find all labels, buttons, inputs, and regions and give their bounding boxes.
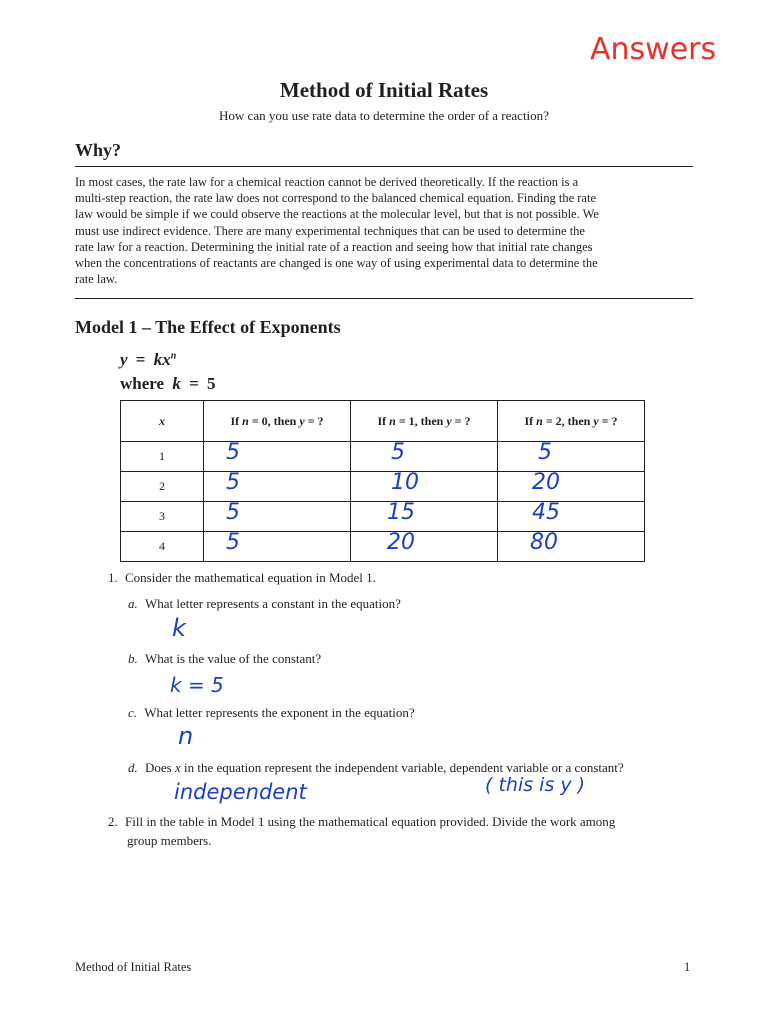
x-cell: 3 [121, 502, 204, 532]
eq-n: n [170, 350, 177, 362]
x-cell: 2 [121, 472, 204, 502]
eq-y: y [120, 350, 128, 369]
sub-text: Does [145, 760, 172, 775]
handwritten-answer: 5 [226, 470, 240, 495]
eq-k: k [153, 350, 163, 369]
sub-label: b. [128, 651, 138, 666]
sub-text: What letter represents the exponent in the equation? [144, 705, 415, 720]
why-line: law would be simple if we could observe the reactions at the molecular level, but that is not possible. We [75, 207, 599, 222]
answers-stamp: Answers [590, 32, 717, 67]
handwritten-answer: 10 [391, 470, 419, 495]
why-line: rate law. [75, 272, 118, 287]
x-cell: 4 [121, 532, 204, 562]
handwritten-answer: 20 [387, 530, 415, 555]
model-table [120, 400, 645, 562]
header-x: x [121, 401, 204, 442]
why-line: rate law for a reaction. Determining the initial rate of a reaction and seeing how that initial rate changes [75, 239, 593, 254]
question-1c [128, 705, 415, 721]
handwritten-answer: 5 [226, 500, 240, 525]
answer-cell [351, 472, 498, 502]
answer-cell [498, 532, 645, 562]
table-row [121, 472, 645, 502]
why-line: In most cases, the rate law for a chemical reaction cannot be derived theoretically. If the reaction is a [75, 175, 579, 189]
x-cell: 1 [121, 442, 204, 472]
header-n2: If n = 2, then y = ? [498, 401, 645, 442]
sub-label: c. [128, 705, 138, 720]
table-header-row [121, 401, 645, 442]
question-1b [128, 651, 321, 667]
answer-cell [204, 502, 351, 532]
sub-label: d. [128, 760, 138, 775]
why-line: multi-step reaction, the rate law does not correspond to the balanced chemical equation. Finding the rate [75, 191, 597, 206]
answer-1a: k [172, 614, 186, 642]
page-number: 1 [684, 960, 691, 974]
eq-equals: = [135, 350, 146, 369]
question-text: Fill in the table in Model 1 using the mathematical equation provided. Divide the work among [125, 814, 616, 829]
where-equals: = [189, 374, 199, 393]
question-2 [108, 812, 615, 850]
model-equation [120, 350, 176, 370]
answer-cell [204, 472, 351, 502]
answer-cell [351, 532, 498, 562]
model-heading: Model 1 – The Effect of Exponents [75, 317, 341, 337]
handwritten-answer: 15 [387, 500, 415, 525]
question-number: 2. [108, 814, 118, 829]
model-where [120, 374, 216, 394]
why-line: when the concentrations of reactants are changed is one way of using experimental data to determine the [75, 256, 598, 271]
why-top-rule [75, 166, 693, 167]
why-line: must use indirect evidence. There are many experimental techniques that can be used to determine the [75, 223, 585, 238]
header-n1: If n = 1, then y = ? [351, 401, 498, 442]
question-1a [128, 596, 401, 612]
table-row [121, 502, 645, 532]
eq-x: x [162, 350, 171, 369]
handwritten-answer: 5 [538, 440, 552, 465]
answer-cell [498, 442, 645, 472]
handwritten-answer: 20 [532, 470, 560, 495]
page-subtitle: How can you use rate data to determine the order of a reaction? [219, 108, 549, 123]
table-row [121, 442, 645, 472]
answer-cell [351, 442, 498, 472]
answer-cell [498, 502, 645, 532]
where-k: k [172, 374, 181, 393]
question-2-line: group members. [127, 833, 212, 848]
table-row [121, 532, 645, 562]
why-bottom-rule [75, 298, 693, 299]
answer-1d-note: ( this is y ) [485, 774, 586, 796]
sub-text: What letter represents a constant in the equation? [145, 596, 401, 611]
sub-var: x [174, 760, 181, 775]
question-2-line [108, 812, 615, 831]
sub-text: in the equation represent the independent variable, dependent variable or a constant? [184, 760, 624, 775]
why-heading: Why? [75, 140, 122, 160]
answer-cell [351, 502, 498, 532]
answer-1b: k = 5 [170, 673, 224, 697]
handwritten-answer: 5 [226, 530, 240, 555]
answer-cell [204, 442, 351, 472]
sub-text: What is the value of the constant? [145, 651, 322, 666]
where-value: 5 [207, 374, 216, 393]
question-1 [108, 570, 376, 586]
handwritten-answer: 45 [532, 500, 560, 525]
footer-title: Method of Initial Rates [75, 960, 192, 974]
question-text: Consider the mathematical equation in Model 1. [125, 570, 376, 585]
handwritten-answer: 5 [226, 440, 240, 465]
answer-cell [498, 472, 645, 502]
page-title: Method of Initial Rates [279, 78, 489, 102]
why-paragraph [75, 174, 693, 287]
answer-1d: independent [174, 780, 307, 804]
answer-1c: n [178, 722, 194, 750]
sub-label: a. [128, 596, 138, 611]
answer-cell [204, 532, 351, 562]
handwritten-answer: 80 [530, 530, 558, 555]
question-number: 1. [108, 570, 118, 585]
handwritten-answer: 5 [391, 440, 405, 465]
where-label: where [120, 374, 165, 393]
header-n0: If n = 0, then y = ? [204, 401, 351, 442]
